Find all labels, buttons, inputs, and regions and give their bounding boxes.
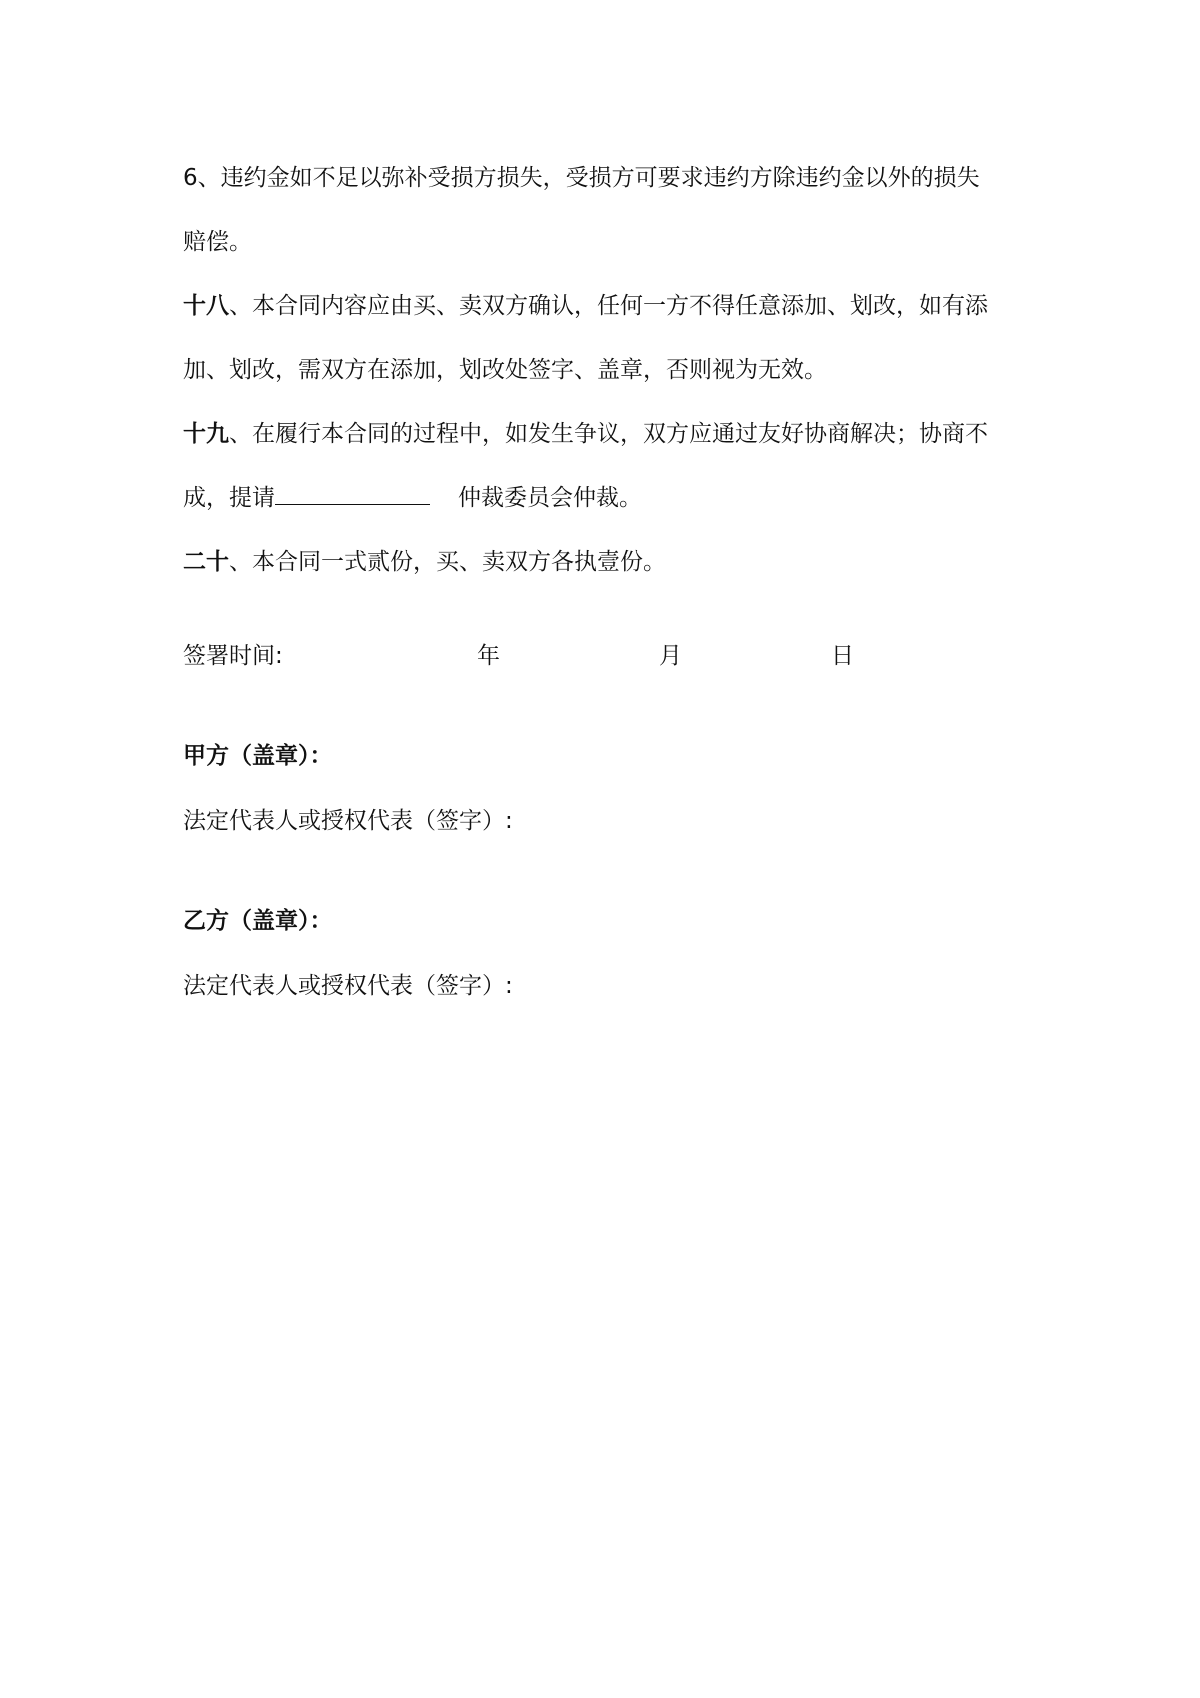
clause-19-suffix: 仲裁委员会仲裁。 [458, 485, 642, 511]
clause-19-line-1 [183, 402, 1025, 466]
arbitration-blank-line [275, 482, 430, 505]
party-b-title: 乙方（盖章）： [183, 908, 333, 934]
clause-20 [183, 530, 1025, 594]
clause-19 [183, 402, 1025, 530]
signing-day: 日 [831, 643, 854, 669]
clause-20-line [183, 530, 1025, 594]
clause-6-line-1: 6、违约金如不足以弥补受损方损失，受损方可要求违约方除违约金以外的损失 [183, 165, 980, 191]
party-b-representative: 法定代表人或授权代表（签字）: [183, 973, 513, 999]
signing-date-label: 签署时间: [183, 643, 283, 669]
clause-6 [183, 146, 1025, 274]
clause-18-number: 十八 [183, 293, 229, 319]
clause-19-prefix: 成，提请 [183, 485, 275, 511]
clause-18 [183, 274, 1025, 402]
clause-19-text: 、在履行本合同的过程中，如发生争议，双方应通过友好协商解决；协商不 [229, 421, 988, 447]
clause-18-line-2: 加、划改，需双方在添加，划改处签字、盖章，否则视为无效。 [183, 357, 827, 383]
clause-19-line-2 [183, 466, 1025, 530]
signing-year: 年 [477, 643, 500, 669]
party-a-title: 甲方（盖章）： [183, 743, 333, 769]
clause-6-line-2: 赔偿。 [183, 229, 252, 255]
clause-19-number: 十九 [183, 421, 229, 447]
clause-18-line-1 [183, 274, 1025, 338]
clause-20-number: 二十 [183, 549, 229, 575]
signing-month: 月 [659, 643, 682, 669]
clause-20-text: 、本合同一式贰份，买、卖双方各执壹份。 [229, 549, 666, 575]
clause-18-text: 、本合同内容应由买、卖双方确认，任何一方不得任意添加、划改，如有添 [229, 293, 988, 319]
party-a-representative: 法定代表人或授权代表（签字）: [183, 808, 513, 834]
